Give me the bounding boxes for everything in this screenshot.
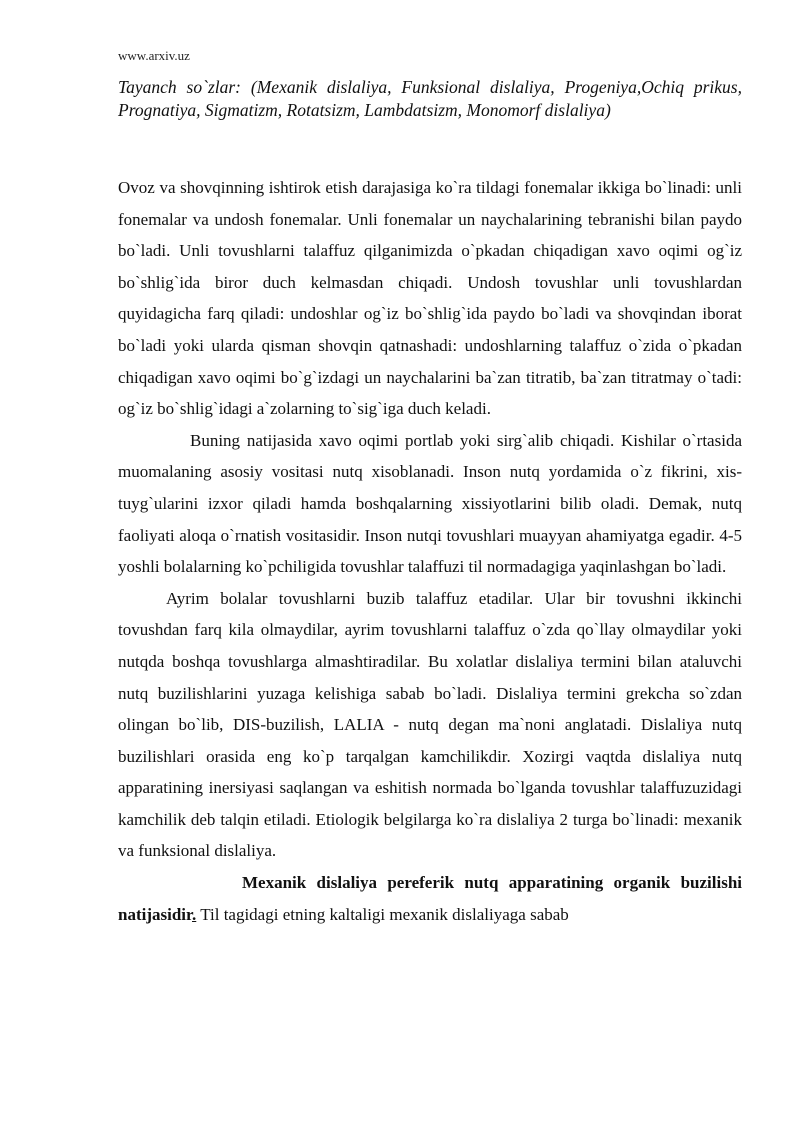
paragraph-1: Ovoz va shovqinning ishtirok etish darajasiga ko`ra tildagi fonemalar ikkiga bo`linadi: unli fonemalar va undosh fonemalar. Unli fonemalar un naychalarining tebranishi bilan paydo bo`ladi. Unli tovushlarni talaffuz qilganimizda o`pkadan chiqadigan xavo oqimi og`iz bo`shlig`ida biror duch kelmasdan chiqadi. Undosh tovushlar unli tovushlardan quyidagicha farq qiladi: undoshlar og`iz bo`shlig`ida paydo bo`ladi va shovqindan iborat bo`ladi yoki ularda qisman shovqin qatnashadi: undoshlarning talaffuz o`zida o`pkadan chiqadigan xavo oqimi bo`g`izdagi un naychalarini ba`zan titratib, ba`zan titratmay o`tadi: og`iz bo`shlig`idagi a`zolarning to`sig`iga duch keladi.: [118, 178, 742, 419]
paragraph-4: [118, 867, 742, 930]
site-url: www.arxiv.uz: [118, 48, 190, 63]
paragraph-2: Buning natijasida xavo oqimi portlab yoki sirg`alib chiqadi. Kishilar o`rtasida muomalaning asosiy vositasi nutq xisoblanadi. Inson nutq yordamida o`z fikrini, xis-tuyg`ularini izxor qiladi hamda boshqalarning xissiyotlarini bilib oladi. Demak, nutq faoliyati aloqa o`rnatish vositasidir. Inson nutqi tovushlari muayyan ahamiyatga egadir. 4-5 yoshli bolalarning ko`pchiligida tovushlar talaffuzi til normadagiga yaqinlashgan bo`ladi.: [118, 430, 742, 577]
mexanik-heading-bold: Mexanik dislaliya pereferik nutq apparatining organik buzilishi natijasidir: [118, 873, 742, 924]
keywords-line: Tayanch so`zlar: (Mexanik dislaliya, Funksional dislaliya, Progeniya,Ochiq prikus, Prognatiya, Sigmatizm, Rotatsizm, Lambdatsizm, Monomorf dislaliya): [118, 77, 742, 120]
heading-period: .: [192, 904, 197, 924]
paragraph-3: Ayrim bolalar tovushlarni buzib talaffuz etadilar. Ular bir tovushni ikkinchi tovushdan farq kila olmaydilar, ayrim tovushlarni talaffuz o`zda qo`llay olmaydilar yoki nutqda boshqa tovushlarga almashtiradilar. Bu xolatlar dislaliya termini bilan ataluvchi nutq buzilishlarini yuzaga kelishiga sabab bo`ladi. Dislaliya termini grekcha so`zdan olingan bo`lib, DIS-buzilish, LALIA - nutq degan ma`noni anglatadi. Dislaliya nutq buzilishlari orasida eng ko`p tarqalgan kamchilikdir. Xozirgi vaqtda dislaliya nutq apparatining inersiyasi saqlangan va eshitish normada bo`lganda tovushlar talaffuzuzidagi kamchilik deb talqin etiladi. Etiologik belgilarga ko`ra dislaliya 2 turga bo`linadi: mexanik va funksional dislaliya.: [118, 588, 742, 861]
paragraph-4-rest: Til tagidagi etning kaltaligi mexanik dislaliyaga sabab: [196, 904, 569, 924]
document-body: [118, 172, 742, 930]
